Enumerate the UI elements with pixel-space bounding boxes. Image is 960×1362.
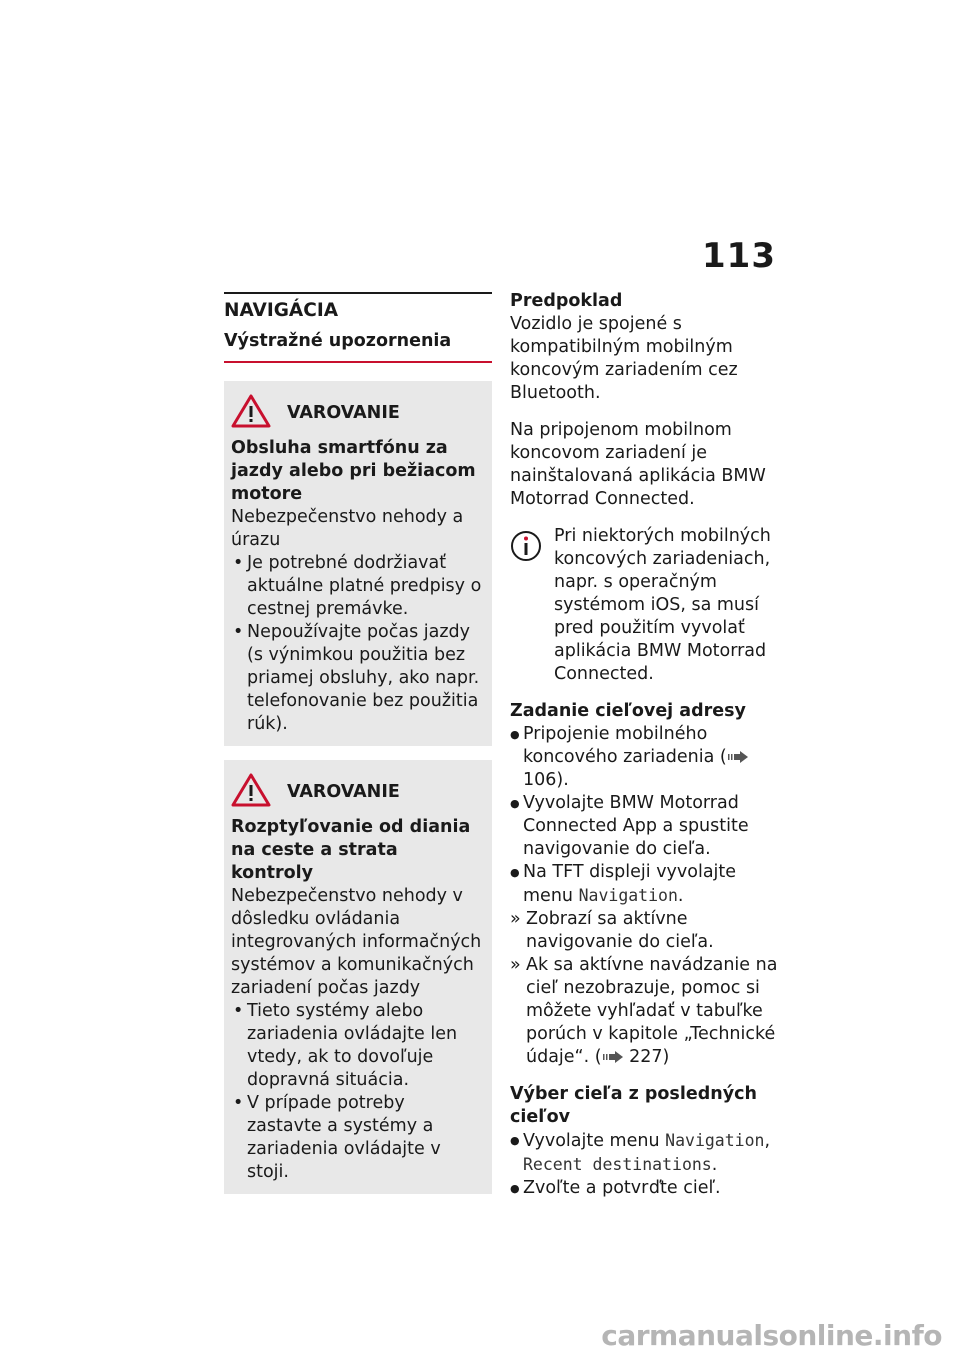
page-reference-arrow-icon — [602, 1047, 624, 1067]
section-title: NAVIGÁCIA — [224, 300, 339, 321]
warning-bullets — [231, 1000, 484, 1184]
list-item — [510, 954, 778, 1069]
page-reference: 106). — [523, 770, 569, 790]
warning-intro: Nebezpečenstvo nehody v dôsledku ovládania integrovaných informačných systémov a komunikačných zariadení počas jazdy — [231, 886, 482, 998]
right-column — [510, 290, 778, 1200]
warning-triangle-icon — [231, 773, 271, 811]
list-item — [510, 723, 778, 792]
warning-triangle-icon — [231, 394, 271, 432]
info-text: Pri niektorých mobilných koncových zariadeniach, napr. s operačným systémom iOS, sa musí pred použitím vyvolať aplikácia BMW Motorrad Connected. — [554, 526, 771, 684]
list-item: » Zobrazí sa aktívne navigovanie do cieľa. — [510, 908, 778, 954]
info-icon — [510, 529, 542, 563]
warning-box-1 — [224, 381, 492, 746]
section-divider — [224, 292, 492, 294]
list-item: • V prípade potreby zastavte a systémy a zariadenia ovládajte v stoji. — [231, 1092, 484, 1184]
warning-header — [231, 395, 484, 431]
prerequisite-heading: Predpoklad — [510, 291, 623, 311]
warning-heading: Obsluha smartfónu za jazdy alebo pri bežiacom motore — [231, 438, 476, 504]
page-reference-arrow-icon — [727, 747, 749, 767]
list-item: • Je potrebné dodržiavať aktuálne platné predpisy o cestnej premávke. — [231, 552, 484, 621]
warning-box-2 — [224, 760, 492, 1194]
recent-steps — [510, 1129, 778, 1200]
recent-destinations-heading: Výber cieľa z posledných cieľov — [510, 1084, 757, 1127]
destination-steps — [510, 723, 778, 908]
step-text: Pripojenie mobilného koncového zariadenia ( — [523, 724, 727, 767]
page-reference: 227) — [629, 1047, 670, 1067]
warning-bullets — [231, 552, 484, 736]
prerequisite-text: Na pripojenom mobilnom koncovom zariadení je nainštalovaná aplikácia BMW Motorrad Connected. — [510, 420, 766, 509]
menu-name: Navigation — [578, 886, 678, 905]
list-item: ● Zvoľte a potvrďte cieľ. — [510, 1177, 778, 1200]
result-text: Ak sa aktívne navádzanie na cieľ nezobrazuje, pomoc si môžete vyhľadať v tabuľke porúch v kapitole „Technické údaje“. ( — [526, 955, 778, 1067]
result-list — [510, 908, 778, 1069]
menu-name: Recent destinations — [523, 1155, 712, 1174]
step-text: Na TFT displeji vyvolajte menu — [523, 862, 737, 906]
list-item: • Nepoužívajte počas jazdy (s výnimkou použitia bez priamej obsluhy, ako napr. telefonovanie bez použitia rúk). — [231, 621, 484, 736]
warning-heading: Rozptyľovanie od diania na ceste a strata kontroly — [231, 817, 471, 883]
list-item: • Tieto systémy alebo zariadenia ovládajte len vtedy, ak to dovoľuje dopravná situácia. — [231, 1000, 484, 1092]
menu-name: Navigation — [665, 1131, 765, 1150]
list-item: ● Vyvolajte BMW Motorrad Connected App a spustite navigovanie do cieľa. — [510, 792, 778, 861]
prerequisite-text: Vozidlo je spojené s kompatibilným mobilným koncovým zariadením cez Bluetooth. — [510, 314, 738, 403]
list-item: ● Na TFT displeji vyvolajte menu Navigation. — [510, 861, 778, 908]
warning-label: VAROVANIE — [287, 782, 400, 802]
warning-header — [231, 774, 484, 810]
step-text: Vyvolajte menu — [523, 1131, 660, 1151]
info-note — [510, 525, 778, 686]
list-item: ● Vyvolajte menu Navigation, Recent destinations. — [510, 1129, 778, 1177]
section-subtitle: Výstražné upozornenia — [224, 331, 492, 363]
destination-heading: Zadanie cieľovej adresy — [510, 701, 746, 721]
watermark: carmanualsonline.info — [601, 1319, 942, 1352]
page-number: 113 — [702, 236, 776, 276]
warning-label: VAROVANIE — [287, 403, 400, 423]
left-column — [224, 292, 492, 1194]
warning-intro: Nebezpečenstvo nehody a úrazu — [231, 507, 464, 550]
